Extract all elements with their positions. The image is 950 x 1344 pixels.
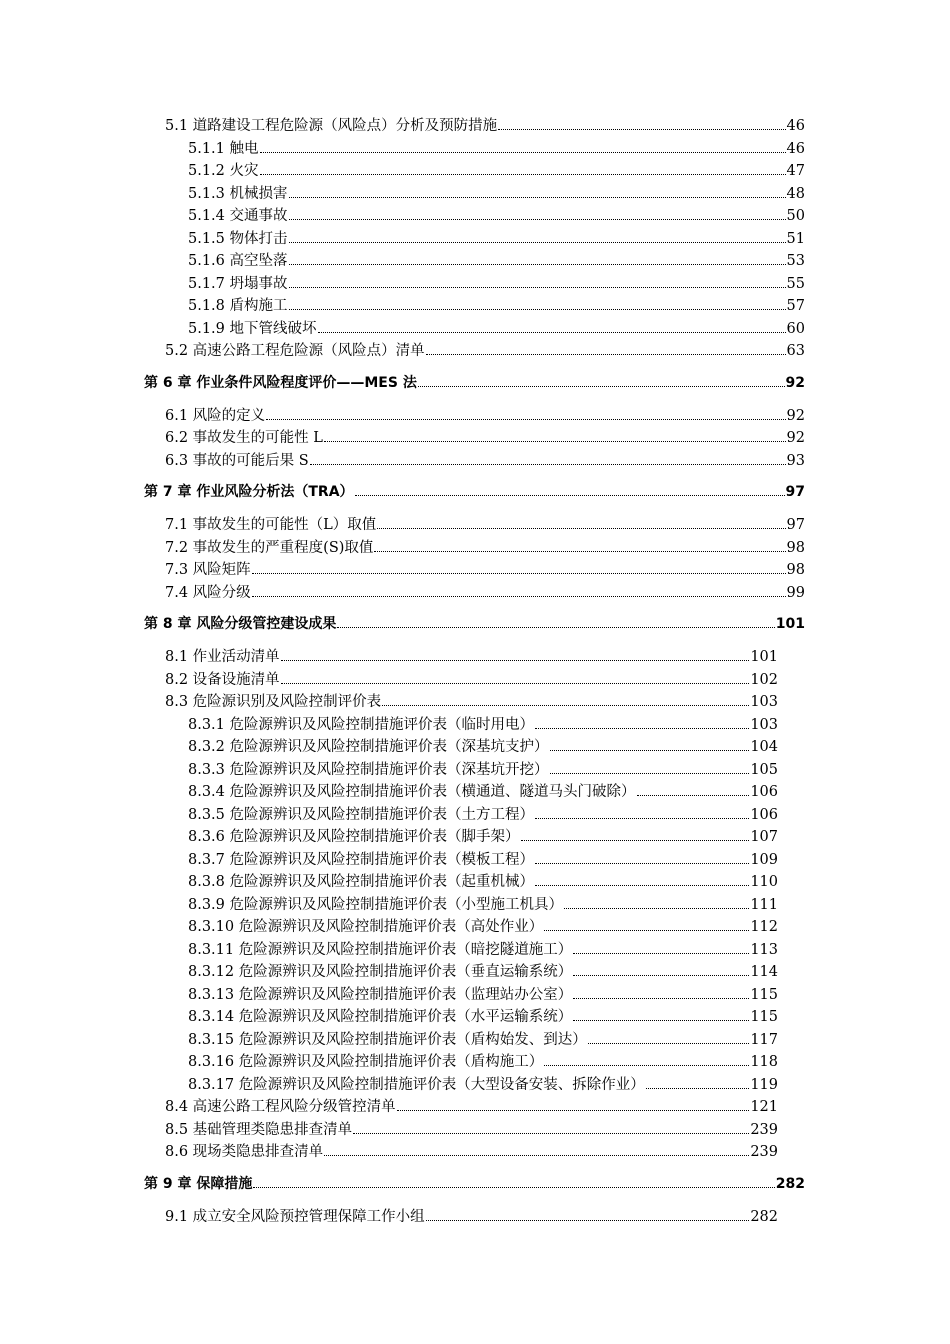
toc-entry-title: 8.3.13 危险源辨识及风险控制措施评价表（监理站办公室） [188, 986, 573, 1003]
toc-entry[interactable] [188, 871, 778, 894]
toc-entry[interactable] [188, 759, 778, 782]
toc-entry-page-number: 118 [750, 1054, 778, 1070]
toc-entry-page-number: 47 [786, 163, 805, 179]
toc-entry[interactable] [165, 1119, 778, 1142]
toc-entry-title: 8.3.4 危险源辨识及风险控制措施评价表（横通道、隧道马头门破除） [188, 784, 636, 800]
dot-leader [588, 1042, 750, 1044]
toc-entry-title: 8.3.10 危险源辨识及风险控制措施评价表（高处作业） [188, 919, 544, 935]
toc-entry-page-number: 121 [750, 1099, 778, 1115]
toc-entry-page-number: 101 [750, 649, 778, 665]
toc-entry-page-number: 99 [786, 584, 805, 601]
dot-leader [550, 772, 750, 774]
toc-entry-title: 5.1.4 交通事故 [188, 208, 288, 224]
toc-entry-page-number: 92 [786, 430, 805, 446]
dot-leader [535, 862, 749, 864]
toc-entry-page-number: 117 [750, 1031, 778, 1048]
toc-entry-title: 8.4 高速公路工程风险分级管控清单 [165, 1099, 396, 1115]
toc-entry[interactable] [188, 183, 805, 206]
toc-entry[interactable] [165, 582, 805, 605]
toc-entry-page-number: 63 [786, 343, 805, 359]
table-of-contents [0, 115, 950, 1228]
dot-leader [377, 527, 785, 529]
toc-entry-page-number: 93 [786, 452, 805, 469]
toc-entry-page-number: 50 [786, 208, 805, 224]
toc-entry-title: 8.3.11 危险源辨识及风险控制措施评价表（暗挖隧道施工） [188, 941, 573, 958]
dot-leader [646, 1087, 750, 1089]
toc-entry[interactable] [188, 250, 805, 273]
toc-entry-title: 8.3.5 危险源辨识及风险控制措施评价表（土方工程） [188, 806, 535, 823]
toc-entry-title: 8.1 作业活动清单 [165, 649, 280, 665]
dot-leader [289, 286, 786, 288]
toc-entry[interactable] [165, 1141, 778, 1164]
toc-entry-title: 8.3.9 危险源辨识及风险控制措施评价表（小型施工机具） [188, 896, 564, 913]
toc-entry-title: 9.1 成立安全风险预控管理保障工作小组 [165, 1208, 425, 1225]
toc-entry[interactable] [165, 669, 778, 692]
toc-entry[interactable] [188, 228, 805, 251]
toc-entry-title: 7.1 事故发生的可能性（L）取值 [165, 517, 377, 533]
dot-leader [253, 1186, 774, 1188]
toc-entry-page-number: 119 [750, 1076, 778, 1093]
toc-entry[interactable] [165, 1096, 778, 1119]
toc-entry[interactable] [165, 405, 805, 428]
toc-entry[interactable] [165, 427, 805, 450]
toc-entry-title: 8.6 现场类隐患排查清单 [165, 1144, 324, 1160]
toc-entry[interactable] [188, 939, 778, 962]
dot-leader [260, 151, 786, 153]
toc-entry-page-number: 53 [786, 253, 805, 269]
toc-entry-page-number: 112 [750, 919, 778, 935]
toc-entry-page-number: 282 [750, 1208, 778, 1225]
toc-entry-page-number: 48 [786, 185, 805, 202]
dot-leader [281, 659, 750, 661]
toc-chapter-entry[interactable] [144, 373, 805, 394]
dot-leader [521, 839, 750, 841]
toc-entry[interactable] [188, 160, 805, 183]
toc-entry[interactable] [188, 804, 778, 827]
toc-entry-page-number: 97 [785, 484, 805, 500]
toc-entry-title: 第 8 章 风险分级管控建设成果 [144, 616, 337, 632]
toc-entry-title: 8.2 设备设施清单 [165, 671, 280, 688]
toc-entry-title: 5.1.7 坍塌事故 [188, 275, 288, 292]
toc-entry[interactable] [188, 138, 805, 161]
toc-entry-page-number: 106 [750, 784, 778, 800]
dot-leader [289, 308, 786, 310]
toc-entry[interactable] [188, 984, 778, 1007]
toc-entry-page-number: 98 [786, 539, 805, 556]
toc-chapter-entry[interactable] [144, 1174, 805, 1195]
toc-entry-title: 7.4 风险分级 [165, 584, 251, 601]
toc-entry[interactable] [165, 514, 805, 537]
toc-entry-title: 5.1.5 物体打击 [188, 230, 288, 247]
toc-entry-page-number: 239 [750, 1121, 778, 1138]
dot-leader [544, 1064, 749, 1066]
dot-leader [426, 353, 786, 355]
toc-entry-title: 8.3.8 危险源辨识及风险控制措施评价表（起重机械） [188, 874, 535, 890]
toc-entry-page-number: 107 [750, 829, 778, 845]
dot-leader [550, 749, 750, 751]
toc-entry-page-number: 102 [750, 671, 778, 688]
toc-entry[interactable] [188, 961, 778, 984]
toc-entry-title: 5.2 高速公路工程危险源（风险点）清单 [165, 343, 425, 359]
dot-leader [289, 196, 786, 198]
toc-entry[interactable] [188, 1074, 778, 1097]
toc-entry-title: 5.1.8 盾构施工 [188, 298, 288, 314]
dot-leader [535, 884, 749, 886]
toc-entry[interactable] [188, 1051, 778, 1074]
dot-leader [535, 817, 749, 819]
toc-entry-page-number: 105 [750, 761, 778, 778]
toc-entry-title: 5.1.9 地下管线破坏 [188, 320, 317, 337]
toc-entry-title: 5.1.3 机械损害 [188, 185, 288, 202]
toc-entry-page-number: 111 [750, 896, 778, 913]
dot-leader [324, 440, 786, 442]
toc-entry-title: 8.3.7 危险源辨识及风险控制措施评价表（模板工程） [188, 851, 535, 868]
dot-leader [535, 727, 749, 729]
dot-leader [382, 704, 749, 706]
dot-leader [573, 1019, 749, 1021]
dot-leader [573, 974, 749, 976]
toc-entry-page-number: 92 [785, 374, 805, 391]
toc-entry-title: 8.3.15 危险源辨识及风险控制措施评价表（盾构始发、到达） [188, 1031, 587, 1048]
toc-entry-title: 5.1.6 高空坠落 [188, 253, 288, 269]
toc-entry-title: 5.1 道路建设工程危险源（风险点）分析及预防措施 [165, 118, 498, 134]
dot-leader [573, 952, 749, 954]
toc-entry[interactable] [165, 691, 778, 714]
toc-entry-page-number: 103 [750, 694, 778, 710]
toc-entry[interactable] [165, 450, 805, 473]
dot-leader [426, 1219, 750, 1221]
toc-entry-page-number: 57 [786, 298, 805, 314]
toc-entry-title: 8.3.14 危险源辨识及风险控制措施评价表（水平运输系统） [188, 1009, 573, 1025]
toc-entry-title: 6.3 事故的可能后果 S [165, 452, 309, 469]
dot-leader [266, 418, 785, 420]
toc-entry[interactable] [188, 295, 805, 318]
toc-entry-title: 8.3.1 危险源辨识及风险控制措施评价表（临时用电） [188, 716, 535, 733]
toc-entry-title: 8.5 基础管理类隐患排查清单 [165, 1121, 353, 1138]
toc-entry-title: 8.3.16 危险源辨识及风险控制措施评价表（盾构施工） [188, 1054, 544, 1070]
toc-entry[interactable] [165, 646, 778, 669]
dot-leader [637, 794, 750, 796]
dot-leader [260, 173, 786, 175]
toc-entry-title: 8.3.12 危险源辨识及风险控制措施评价表（垂直运输系统） [188, 964, 573, 980]
toc-entry-page-number: 98 [786, 562, 805, 578]
toc-entry-page-number: 115 [750, 986, 778, 1003]
toc-entry[interactable] [165, 115, 805, 138]
dot-leader [355, 494, 785, 496]
toc-entry-page-number: 55 [786, 275, 805, 292]
toc-entry-page-number: 60 [786, 320, 805, 337]
dot-leader [252, 572, 786, 574]
toc-entry-title: 8.3.17 危险源辨识及风险控制措施评价表（大型设备安装、拆除作业） [188, 1076, 645, 1093]
toc-entry-page-number: 92 [786, 407, 805, 424]
toc-entry[interactable] [165, 559, 805, 582]
dot-leader [324, 1154, 749, 1156]
toc-entry[interactable] [188, 714, 778, 737]
toc-entry-title: 5.1.1 触电 [188, 140, 259, 157]
toc-entry-page-number: 115 [750, 1009, 778, 1025]
dot-leader [289, 263, 786, 265]
dot-leader [544, 929, 749, 931]
toc-entry-page-number: 282 [775, 1175, 805, 1192]
toc-entry[interactable] [188, 318, 805, 341]
toc-entry-title: 第 9 章 保障措施 [144, 1175, 253, 1192]
toc-entry-title: 8.3.2 危险源辨识及风险控制措施评价表（深基坑支护） [188, 739, 549, 755]
toc-entry-page-number: 113 [750, 941, 778, 958]
toc-entry-page-number: 109 [750, 851, 778, 868]
dot-leader [573, 997, 749, 999]
toc-entry-page-number: 106 [750, 806, 778, 823]
toc-entry-page-number: 51 [786, 230, 805, 247]
toc-entry-title: 6.1 风险的定义 [165, 407, 266, 424]
dot-leader [289, 218, 786, 220]
toc-entry-page-number: 46 [786, 140, 805, 157]
toc-entry-page-number: 101 [775, 616, 805, 632]
dot-leader [337, 626, 774, 628]
toc-entry[interactable] [188, 205, 805, 228]
dot-leader [498, 128, 785, 130]
toc-entry[interactable] [188, 1029, 778, 1052]
toc-entry-page-number: 46 [786, 118, 805, 134]
toc-chapter-entry[interactable] [144, 482, 805, 503]
dot-leader [374, 550, 785, 552]
toc-entry-title: 7.3 风险矩阵 [165, 562, 251, 578]
toc-entry[interactable] [188, 736, 778, 759]
toc-entry-title: 8.3.6 危险源辨识及风险控制措施评价表（脚手架） [188, 829, 520, 845]
toc-entry-page-number: 104 [750, 739, 778, 755]
dot-leader [564, 907, 749, 909]
toc-entry[interactable] [165, 537, 805, 560]
toc-entry[interactable] [188, 916, 778, 939]
dot-leader [418, 385, 785, 387]
dot-leader [310, 463, 786, 465]
toc-entry[interactable] [188, 781, 778, 804]
toc-entry-title: 第 6 章 作业条件风险程度评价——MES 法 [144, 374, 417, 391]
toc-entry[interactable] [188, 273, 805, 296]
toc-entry-title: 5.1.2 火灾 [188, 163, 259, 179]
toc-entry-title: 第 7 章 作业风险分析法（TRA） [144, 484, 354, 500]
toc-entry[interactable] [188, 1006, 778, 1029]
toc-entry-page-number: 114 [750, 964, 778, 980]
toc-entry[interactable] [188, 894, 778, 917]
toc-entry-title: 8.3 危险源识别及风险控制评价表 [165, 694, 382, 710]
dot-leader [318, 331, 786, 333]
toc-entry[interactable] [165, 1206, 778, 1229]
toc-entry-title: 7.2 事故发生的严重程度(S)取值 [165, 539, 374, 556]
dot-leader [353, 1132, 749, 1134]
dot-leader [252, 595, 786, 597]
toc-entry-page-number: 110 [750, 874, 778, 890]
dot-leader [289, 241, 786, 243]
toc-entry[interactable] [188, 849, 778, 872]
toc-chapter-entry[interactable] [144, 614, 805, 635]
toc-entry-page-number: 97 [786, 517, 805, 533]
toc-entry-page-number: 239 [750, 1144, 778, 1160]
toc-entry-title: 6.2 事故发生的可能性 L [165, 430, 323, 446]
toc-entry[interactable] [188, 826, 778, 849]
dot-leader [397, 1109, 750, 1111]
toc-entry-title: 8.3.3 危险源辨识及风险控制措施评价表（深基坑开挖） [188, 761, 549, 778]
toc-entry-page-number: 103 [750, 716, 778, 733]
toc-entry[interactable] [165, 340, 805, 363]
dot-leader [281, 682, 750, 684]
